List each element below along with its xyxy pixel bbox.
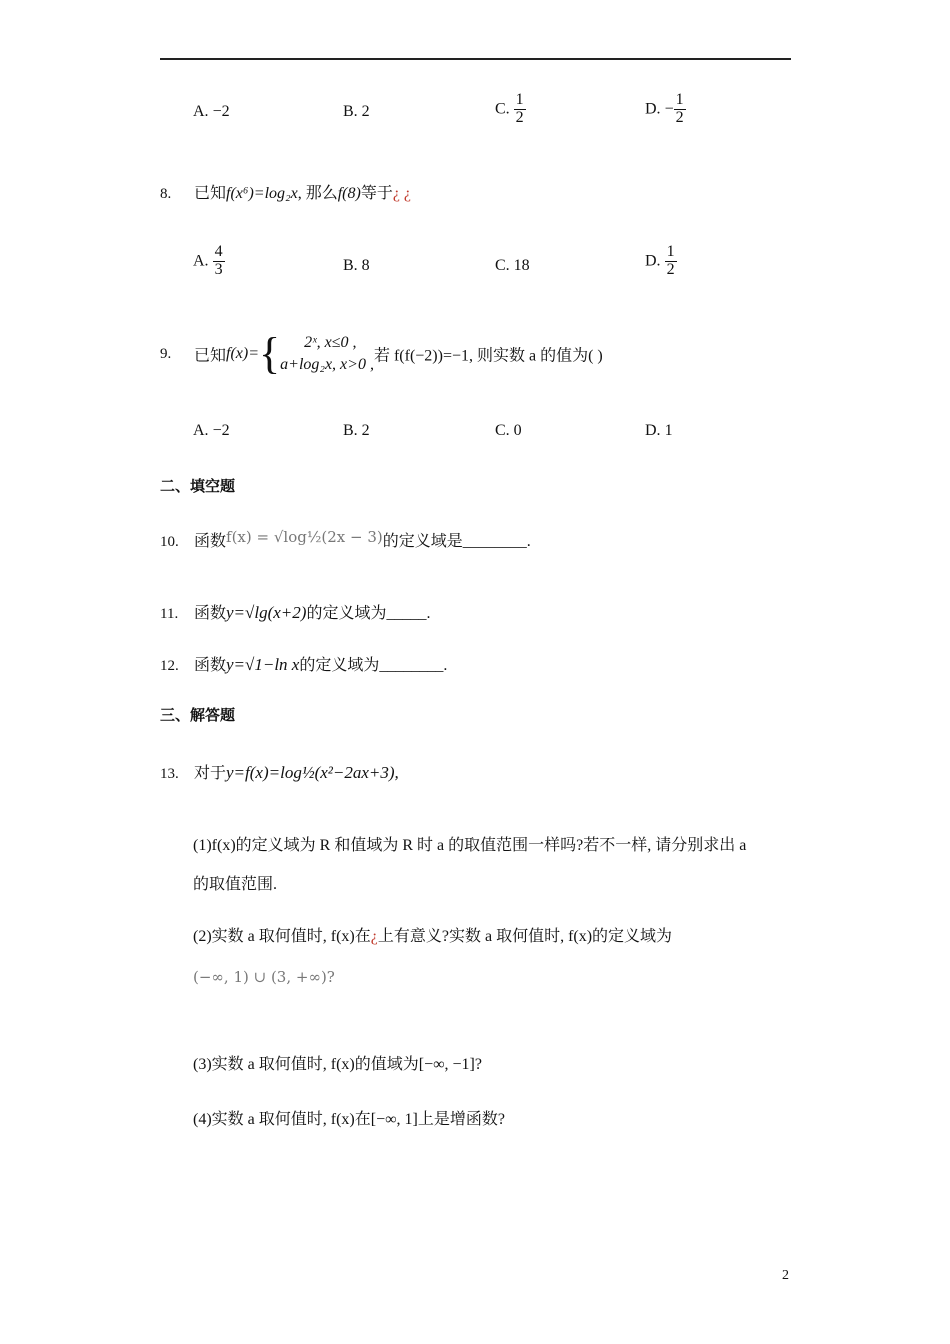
q13-part-2-line-1: (2)实数 a 取何值时, f(x)在¿上有意义?实数 a 取何值时, f(x)的定义域为 (193, 928, 673, 945)
q8-option-a: A. $\frac{4}{3}$ (193, 243, 223, 278)
q13-part-2-line-2: (−∞, 1) ∪ (3, +∞)? (193, 968, 335, 986)
q13-part-1-line-2: 的取值范围. (193, 876, 278, 893)
fraction: $\frac{4}{3}$ (214, 243, 223, 278)
question-11: 11. 函数y=√lg(x+2)的定义域为_____. (160, 603, 431, 622)
q7-option-b: B. 2 (343, 103, 370, 120)
fraction: $\frac{1}{2}$ (666, 243, 675, 278)
q8-option-b: B. 8 (343, 257, 370, 274)
fraction: $\frac{1}{2}$ (675, 91, 684, 126)
q13-part-4: (4)实数 a 取何值时, f(x)在[−∞, 1]上是增函数? (193, 1111, 505, 1128)
q8-option-c: C. 18 (495, 257, 530, 274)
q9-option-c: C. 0 (495, 422, 522, 439)
left-brace: { (259, 329, 281, 378)
q13-part-3: (3)实数 a 取何值时, f(x)的值域为[−∞, −1]? (193, 1056, 482, 1073)
q13-part-1-line-1: (1)f(x)的定义域为 R 和值域为 R 时 a 的取值范围一样吗?若不一样, 请分别求出 a (193, 837, 747, 854)
page-number: 2 (782, 1268, 789, 1283)
q9-option-a: A. −2 (193, 422, 230, 439)
question-12: 12. 函数y=√1−ln x的定义域为________. (160, 655, 448, 674)
question-13: 13. 对于y=f(x)=log½(x²−2ax+3), (160, 763, 399, 782)
q8-option-d: D. $\frac{1}{2}$ (645, 243, 675, 278)
question-10: 10. 函数f(x) = √log½(2x − 3)的定义域是________. (160, 528, 531, 550)
section-heading-fill-in: 二、填空题 (160, 477, 236, 495)
header-rule (160, 58, 791, 60)
q9-option-d: D. 1 (645, 422, 673, 439)
question-9: 9. 已知f(x)={ 2ˣ, x≤0 , a+log₂x, x>0 , 若 f(f(−2))=−1, 则实数 a 的值为( ) (160, 329, 603, 378)
formula-image: f(x) = √log½(2x − 3) (226, 528, 383, 546)
q9-option-b: B. 2 (343, 422, 370, 439)
q7-option-a: A. −2 (193, 103, 230, 120)
q7-option-c: C. $\frac{1}{2}$ (495, 91, 524, 126)
piecewise-cases: 2ˣ, x≤0 , a+log₂x, x>0 , (280, 334, 374, 373)
section-heading-answer: 三、解答题 (160, 706, 236, 724)
fraction: $\frac{1}{2}$ (515, 91, 524, 126)
q7-option-d: D. − $\frac{1}{2}$ (645, 91, 684, 126)
question-8: 8. 已知f(x⁶)=log₂x, 那么f(8)等于¿ ¿ (160, 185, 412, 202)
